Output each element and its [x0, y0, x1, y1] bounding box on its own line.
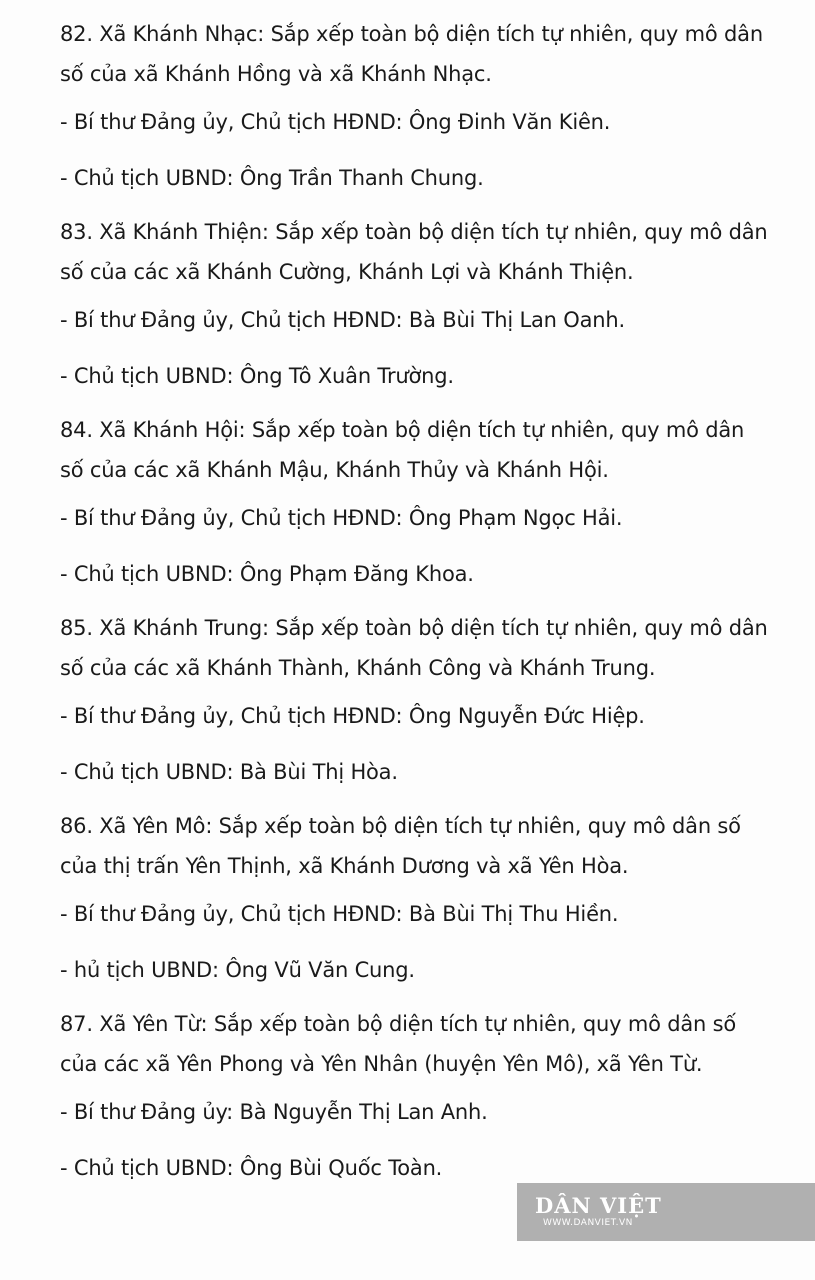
item-heading-line: 86. Xã Yên Mô: Sắp xếp toàn bộ diện tích tự nhiên, quy mô dân số: [60, 814, 741, 838]
list-item-82: [60, 14, 781, 206]
secretary-line: - Bí thư Đảng ủy, Chủ tịch HĐND: Ông Phạm Ngọc Hải.: [60, 506, 623, 530]
danviet-watermark: [517, 1183, 815, 1241]
item-heading: [60, 14, 781, 94]
item-heading-line: 82. Xã Khánh Nhạc: Sắp xếp toàn bộ diện tích tự nhiên, quy mô dân: [60, 22, 763, 46]
secretary-line: - Bí thư Đảng ủy, Chủ tịch HĐND: Ông Đinh Văn Kiên.: [60, 110, 611, 134]
item-heading: [60, 608, 781, 688]
item-heading: [60, 1004, 781, 1084]
item-heading-line: 85. Xã Khánh Trung: Sắp xếp toàn bộ diện tích tự nhiên, quy mô dân: [60, 616, 768, 640]
item-heading-line: 83. Xã Khánh Thiện: Sắp xếp toàn bộ diện tích tự nhiên, quy mô dân: [60, 220, 768, 244]
list-item-84: [60, 410, 781, 602]
item-heading-line: số của các xã Khánh Cường, Khánh Lợi và Khánh Thiện.: [60, 260, 634, 284]
chairman-line: - Chủ tịch UBND: Bà Bùi Thị Hòa.: [60, 760, 398, 784]
item-heading-line: 84. Xã Khánh Hội: Sắp xếp toàn bộ diện tích tự nhiên, quy mô dân: [60, 418, 745, 442]
secretary-line: - Bí thư Đảng ủy, Chủ tịch HĐND: Bà Bùi Thị Thu Hiền.: [60, 902, 619, 926]
item-heading: [60, 806, 781, 886]
chairman-line: - Chủ tịch UBND: Ông Tô Xuân Trường.: [60, 364, 454, 388]
list-item-85: [60, 608, 781, 800]
secretary-line: - Bí thư Đảng ủy, Chủ tịch HĐND: Ông Nguyễn Đức Hiệp.: [60, 704, 645, 728]
item-heading: [60, 212, 781, 292]
watermark-brand: DÂN VIỆT: [535, 1193, 662, 1218]
chairman-line: - Chủ tịch UBND: Ông Bùi Quốc Toàn.: [60, 1156, 443, 1180]
item-heading-line: của thị trấn Yên Thịnh, xã Khánh Dương và xã Yên Hòa.: [60, 854, 629, 878]
item-heading-line: của các xã Yên Phong và Yên Nhân (huyện Yên Mô), xã Yên Từ.: [60, 1052, 703, 1076]
chairman-line: - hủ tịch UBND: Ông Vũ Văn Cung.: [60, 958, 415, 982]
watermark-url: WWW.DANVIET.VN: [543, 1218, 633, 1228]
list-item-86: [60, 806, 781, 998]
chairman-line: - Chủ tịch UBND: Ông Trần Thanh Chung.: [60, 166, 484, 190]
secretary-line: - Bí thư Đảng ủy, Chủ tịch HĐND: Bà Bùi Thị Lan Oanh.: [60, 308, 625, 332]
chairman-line: - Chủ tịch UBND: Ông Phạm Đăng Khoa.: [60, 562, 474, 586]
list-item-87: [60, 1004, 781, 1196]
item-heading-line: số của các xã Khánh Thành, Khánh Công và Khánh Trung.: [60, 656, 656, 680]
item-heading-line: số của xã Khánh Hồng và xã Khánh Nhạc.: [60, 62, 492, 86]
item-heading-line: số của các xã Khánh Mậu, Khánh Thủy và Khánh Hội.: [60, 458, 609, 482]
secretary-line: - Bí thư Đảng ủy: Bà Nguyễn Thị Lan Anh.: [60, 1100, 488, 1124]
item-heading-line: 87. Xã Yên Từ: Sắp xếp toàn bộ diện tích tự nhiên, quy mô dân số: [60, 1012, 736, 1036]
item-heading: [60, 410, 781, 490]
list-item-83: [60, 212, 781, 404]
